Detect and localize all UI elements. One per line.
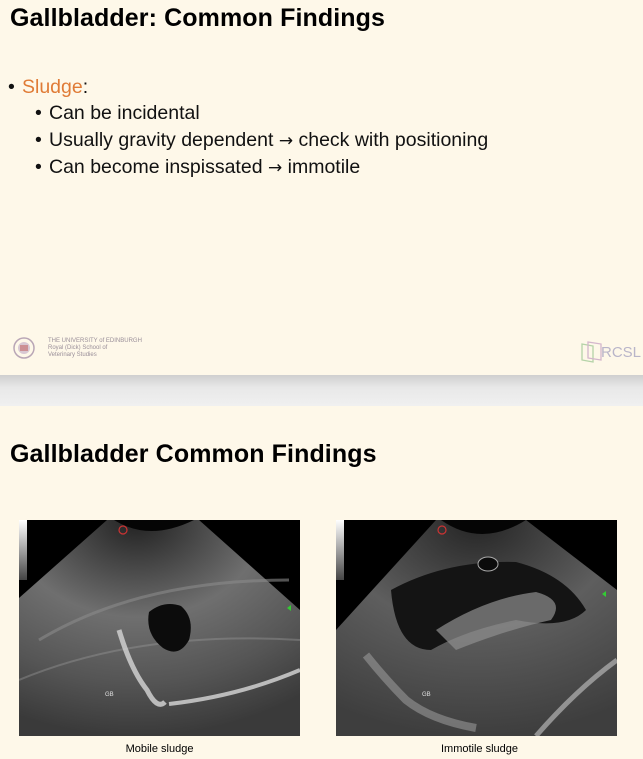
sub-bullet-text: Can become inspissated [49,156,268,178]
logo-line: THE UNIVERSITY of EDINBURGH [48,337,142,344]
bullet-sludge [8,76,488,102]
bullet-suffix: : [82,76,89,98]
bullet-dot: • [35,156,42,178]
rcsl-text: RCSL [600,343,641,361]
university-name [48,338,148,359]
university-logo [10,337,148,359]
bullet-accent-text: Sludge [22,76,83,98]
bullet-dot: • [35,129,42,151]
ultrasound-image-immotile-sludge [336,520,617,736]
slide-1 [0,0,643,375]
slide-title: Gallbladder Common Findings [10,440,377,468]
sub-bullet-text-after: immotile [282,156,361,178]
sub-bullet-1 [8,102,488,129]
image-caption: Immotile sludge [440,743,519,755]
bullet-dot: • [8,76,15,98]
rcsl-logo [579,340,641,364]
crest-icon [10,337,38,359]
bullet-list [8,76,488,183]
logo-line: Royal (Dick) School of [48,344,108,351]
arrow-icon: → [267,158,283,178]
bullet-dot: • [35,102,42,124]
slide-title: Gallbladder: Common Findings [10,4,386,32]
gallbladder-label: GB [422,692,431,698]
arrow-icon: → [278,131,294,151]
ultrasound-image-mobile-sludge [19,520,300,736]
image-caption: Mobile sludge [125,743,194,755]
sub-bullet-text-after: check with positioning [293,129,489,151]
slide-2 [0,406,643,759]
sub-bullet-text: Can be incidental [49,102,200,124]
slide-separator [0,375,643,406]
sub-bullet-2 [8,129,488,156]
gallbladder-label: GB [105,692,114,698]
sub-bullet-text: Usually gravity dependent [49,129,279,151]
logo-line: Veterinary Studies [48,351,97,358]
sub-bullet-3 [8,156,488,183]
